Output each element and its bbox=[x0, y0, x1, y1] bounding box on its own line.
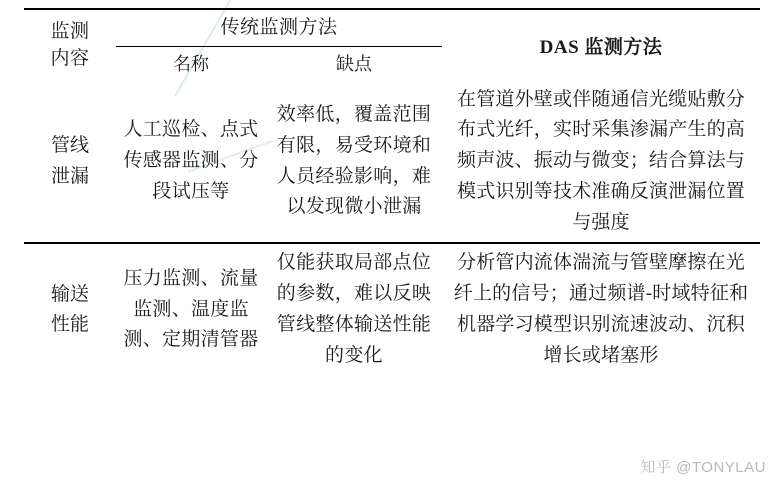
watermark-credit: 知乎 @TONYLAU bbox=[640, 459, 766, 476]
comparison-table bbox=[24, 8, 760, 376]
row-das-text: 在管道外壁或伴随通信光缆贴敷分布式光纤，实时采集渗漏产生的高频声波、振动与微变；结合算法与模式识别等技术准确反演泄漏位置与强度 bbox=[457, 88, 746, 233]
table-header-row-group bbox=[24, 9, 760, 46]
header-cell-traditional-group bbox=[116, 9, 442, 46]
header-monitoring-content-line1: 监测 bbox=[50, 20, 90, 42]
row-drawback-transport-performance bbox=[266, 243, 442, 375]
row-name-text: 压力监测、流量监测、温度监测、定期清管器 bbox=[123, 267, 259, 351]
table-row bbox=[24, 243, 760, 375]
row-label-pipeline-leak bbox=[24, 81, 116, 244]
header-name-label: 名称 bbox=[173, 53, 209, 74]
header-das-label: DAS 监测方法 bbox=[539, 36, 663, 58]
row-drawback-pipeline-leak bbox=[266, 81, 442, 244]
row-name-pipeline-leak bbox=[116, 81, 266, 244]
table-row bbox=[24, 81, 760, 244]
row-drawback-text: 仅能获取局部点位的参数，难以反映管线整体输送性能的变化 bbox=[276, 252, 432, 366]
row-label-line1: 管线 bbox=[50, 135, 89, 157]
row-label-line1: 输送 bbox=[50, 283, 89, 305]
header-drawback-label: 缺点 bbox=[336, 53, 372, 74]
row-das-text: 分析管内流体湍流与管壁摩擦在光纤上的信号；通过频谱-时域特征和机器学习模型识别流速波动、沉积增长或堵塞形 bbox=[453, 252, 749, 366]
document-page bbox=[0, 8, 784, 487]
row-label-line2: 性能 bbox=[50, 314, 89, 335]
header-cell-monitoring-content bbox=[24, 9, 116, 81]
row-name-transport-performance bbox=[116, 243, 266, 375]
header-cell-das bbox=[442, 9, 760, 81]
header-traditional-label: 传统监测方法 bbox=[220, 17, 338, 38]
row-das-transport-performance bbox=[442, 243, 760, 375]
row-das-pipeline-leak bbox=[442, 81, 760, 244]
header-cell-drawback bbox=[266, 46, 442, 81]
row-drawback-text: 效率低，覆盖范围有限，易受环境和人员经验影响，难以发现微小泄漏 bbox=[276, 104, 432, 218]
row-name-text: 人工巡检、点式传感器监测、分段试压等 bbox=[123, 119, 259, 202]
header-monitoring-content-line2: 内容 bbox=[50, 48, 90, 70]
table-container bbox=[24, 8, 760, 376]
row-label-transport-performance bbox=[24, 243, 116, 375]
header-cell-name bbox=[116, 46, 266, 81]
row-label-line2: 泄漏 bbox=[50, 165, 89, 187]
